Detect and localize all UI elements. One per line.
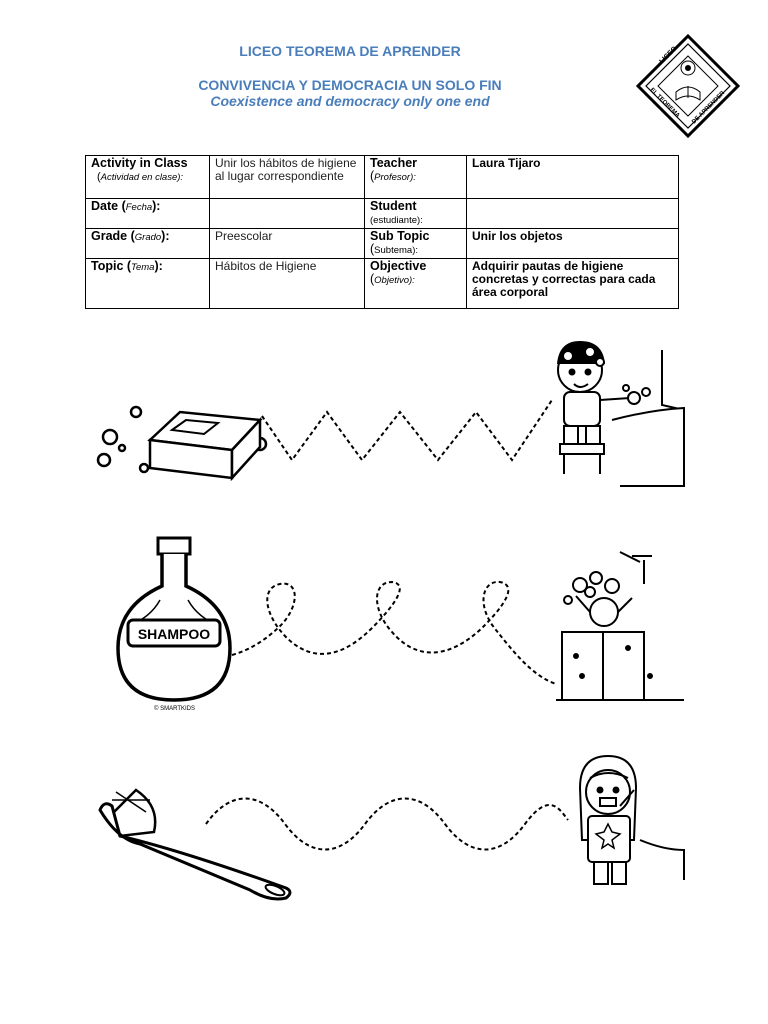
school-motto: CONVIVENCIA Y DEMOCRACIA UN SOLO FIN (198, 77, 502, 93)
activity-label-cell: Activity in Class (Actividad en clase): (86, 156, 210, 199)
child-in-shower-illustration (556, 552, 684, 700)
trace-line-waves (206, 799, 568, 850)
shampoo-bottle-illustration (118, 538, 230, 700)
child-washing-hands-illustration (558, 342, 684, 486)
topic-value: Hábitos de Higiene (210, 259, 365, 309)
objective-value: Adquirir pautas de higiene concretas y correctas para cada área corporal (467, 259, 679, 309)
trace-line-zigzag (262, 400, 552, 460)
soap-bar-illustration (98, 407, 266, 478)
topic-label-cell: Topic (Tema): (86, 259, 210, 309)
school-name: LICEO TEOREMA DE APRENDER (239, 43, 461, 59)
grade-value: Preescolar (210, 229, 365, 259)
logo-side-text: EL TEOREMA (648, 87, 681, 120)
shampoo-credit: © SMARTKIDS (154, 706, 195, 712)
subtopic-value: Unir los objetos (467, 229, 679, 259)
teacher-value: Laura Tijaro (467, 156, 679, 199)
logo-top-text: LICEO (658, 45, 679, 66)
logo-bottom-text: DE APRENDER (691, 90, 727, 126)
activity-value: Unir los hábitos de higiene al lugar correspondiente (210, 156, 365, 199)
grade-label-cell: Grade (Grado): (86, 229, 210, 259)
date-label-cell: Date (Fecha): (86, 199, 210, 229)
student-label-cell: Student (estudiante): (365, 199, 467, 229)
subtopic-label-cell: Sub Topic (Subtema): (365, 229, 467, 259)
toothbrush-illustration (100, 790, 290, 899)
trace-line-loops (232, 582, 556, 684)
child-brushing-teeth-illustration (580, 756, 684, 884)
shampoo-label: SHAMPOO (137, 626, 211, 642)
school-motto-english: Coexistence and democracy only one end (210, 93, 490, 109)
teacher-label-cell: Teacher (Profesor): (365, 156, 467, 199)
objective-label-cell: Objective (Objetivo): (365, 259, 467, 309)
